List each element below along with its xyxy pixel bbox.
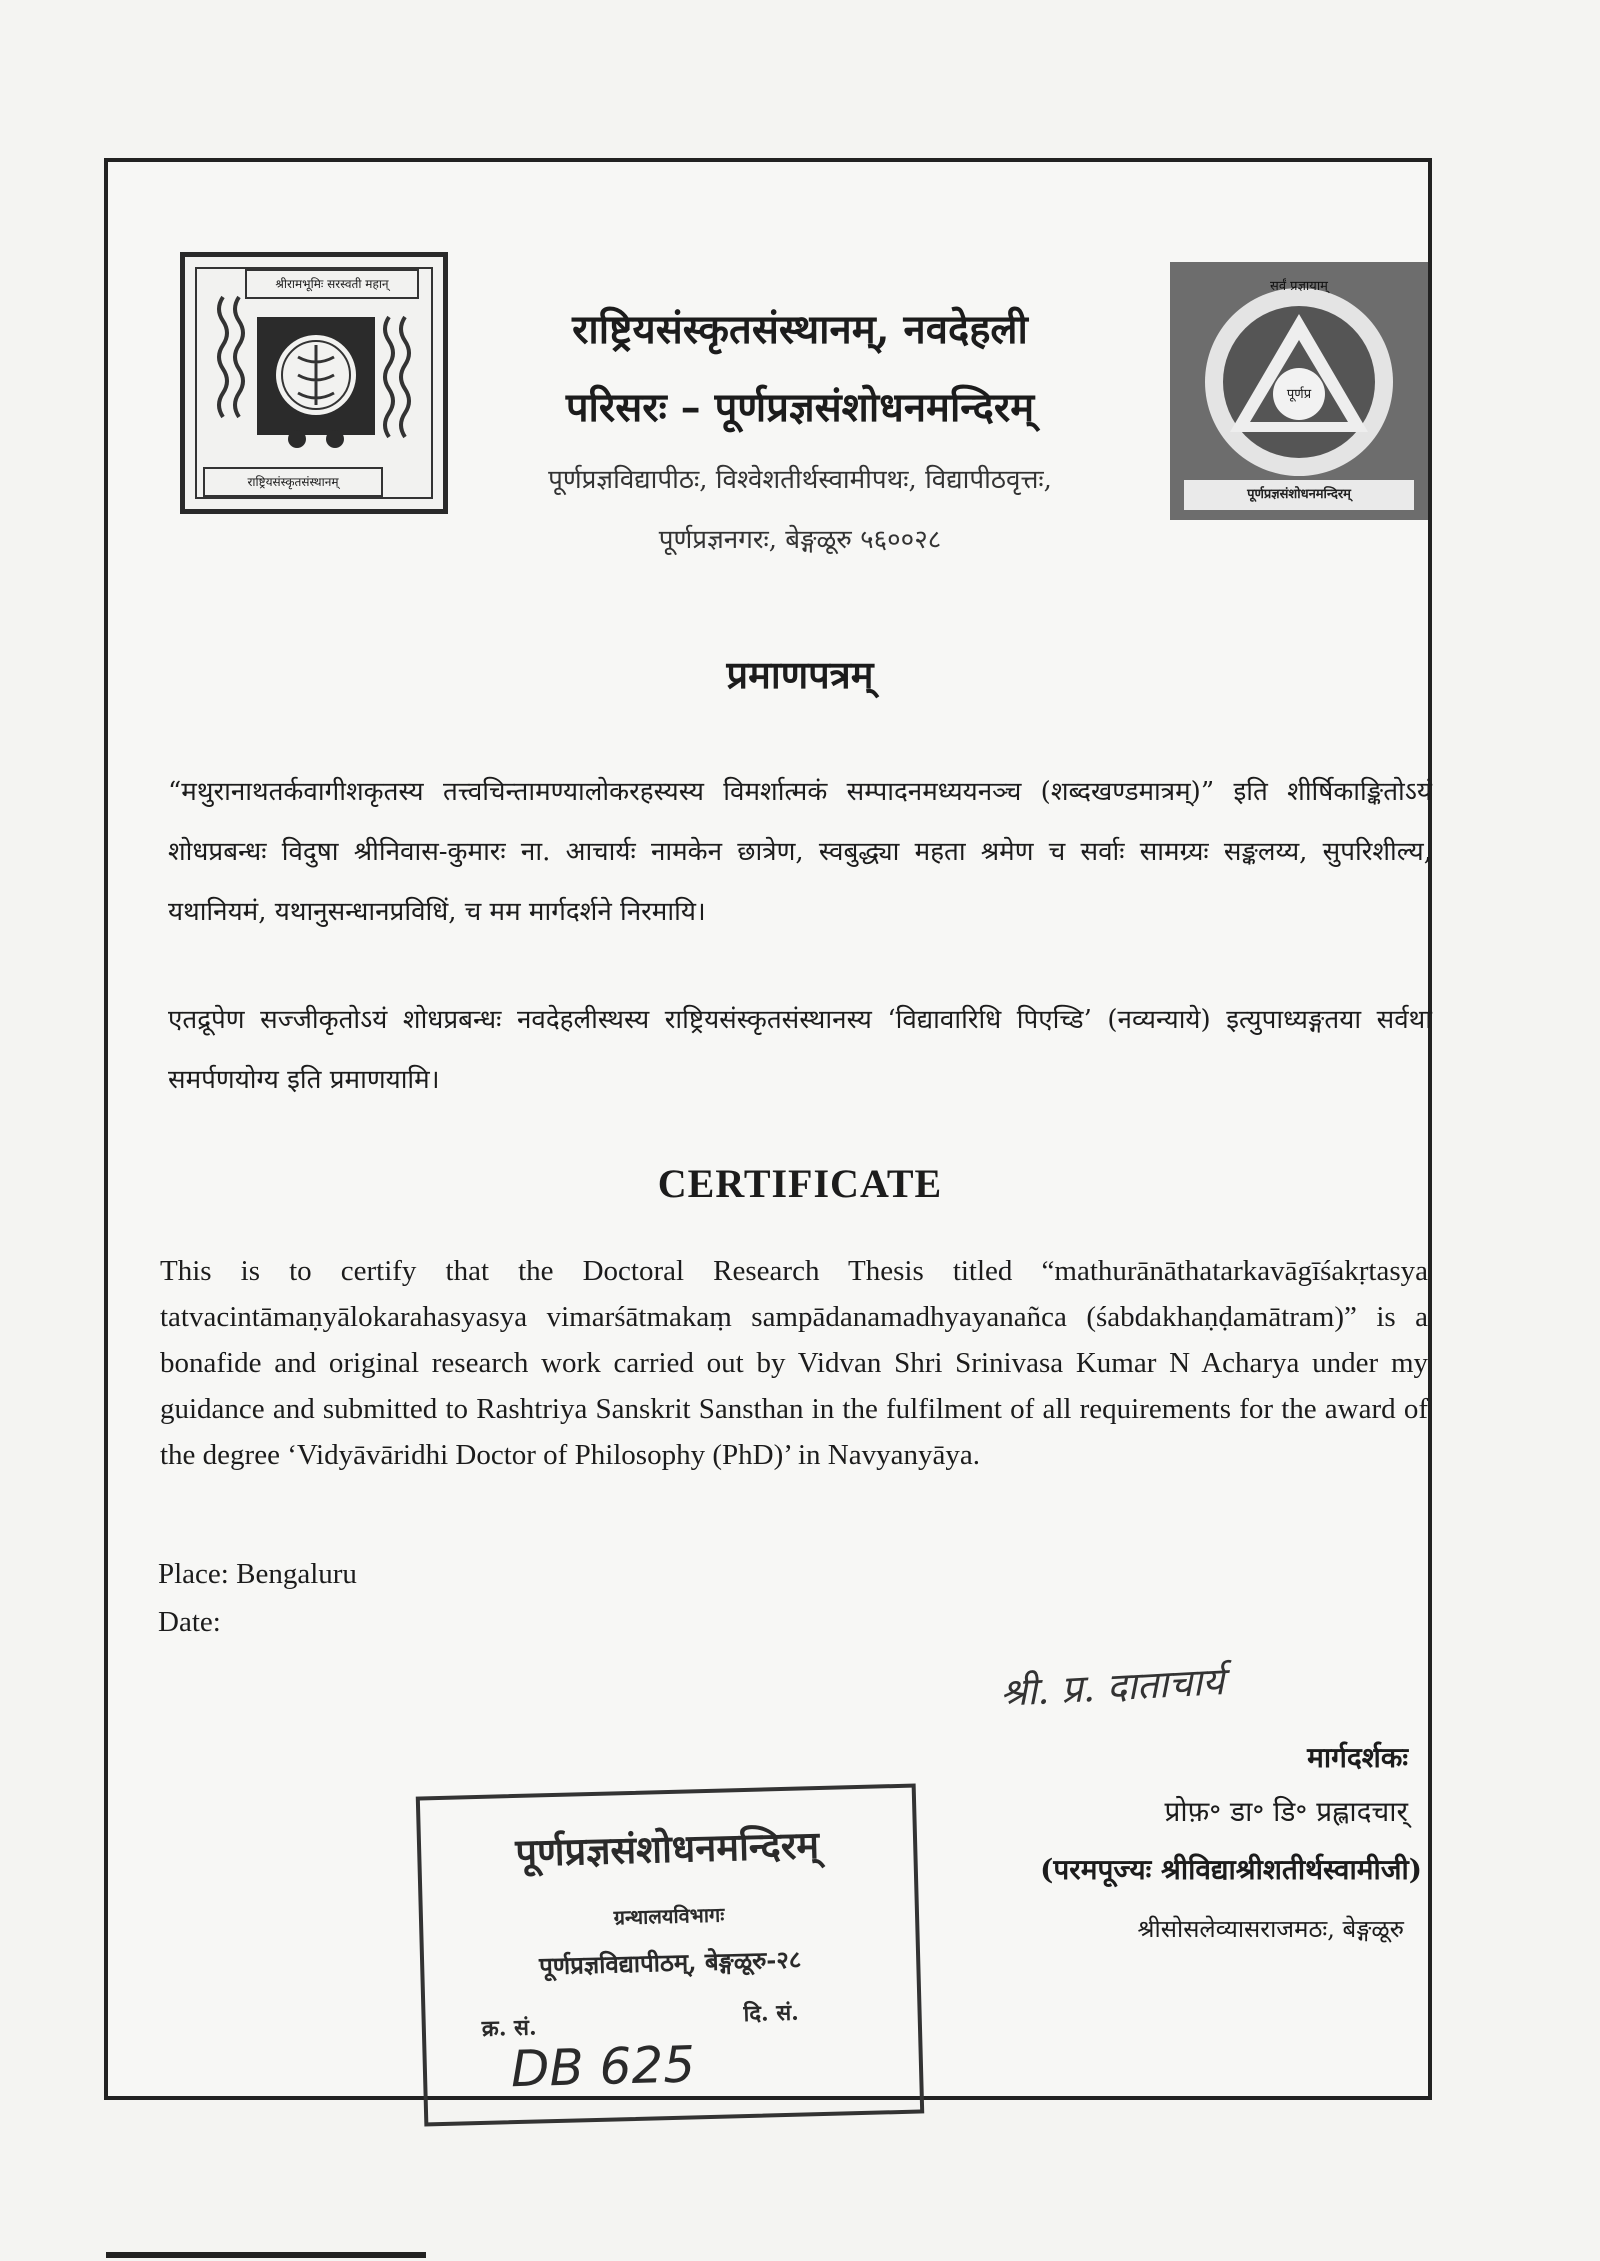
guide-role: मार्गदर्शकः [1307,1741,1408,1774]
logo-arc-text: सर्वं प्रज्ञायाम् [1270,279,1328,294]
stamp-date-label: दि. सं. [743,1999,800,2028]
date-line: Date: [158,1606,221,1638]
campus-name: परिसरः – पूर्णप्रज्ञसंशोधनमन्दिरम् [565,384,1035,431]
bottom-edge-mark [106,2252,426,2258]
logo-name: राष्ट्रियसंस्कृतसंस्थानम् [203,467,383,497]
stamp-handwritten-number: DB 625 [510,2035,696,2099]
handwritten-signature: श्री. प्र. दाताचार्य [999,1659,1226,1715]
address-line-1: पूर्णप्रज्ञविद्यापीठः, विश्वेशतीर्थस्वामीपथः, विद्यापीठवृत्तः, [548,465,1052,495]
sanskrit-paragraph-1: “मथुरानाथतर्कवागीशकृतस्य तत्त्वचिन्तामण्यालोकरहस्यस्य विमर्शात्मकं सम्पादनमध्ययनञ्च (शब्दखण्डमात्रम्)” इति शीर्षिकाङ्कितोऽयं शोधप्रबन्धः विदुषा श्रीनिवास-कुमारः ना. आचार्यः नामकेन छात्रेण, स्वबुद्ध्या महता श्रमेण च सर्वाः सामग्र्यः सङ्कलय्य, सुपरिशील्य, यथानियमं, यथानुसन्धानप्रविधिं, च मम मार्गदर्शने निरमायि। [168,777,1432,927]
stamp-serial-label: क्र. सं. [481,2014,537,2042]
stamp-address: पूर्णप्रज्ञविद्यापीठम्, बेङ्गळूरु-२८ [538,1944,802,1981]
stamp-title: पूर्णप्रज्ञसंशोधनमन्दिरम् [514,1822,820,1876]
guide-name: प्रोफ़॰ डा॰ डि॰ प्रह्लादचार् [1164,1795,1408,1828]
english-certificate-title: CERTIFICATE [657,1161,943,1206]
sanskrit-paragraph-2: एतद्रूपेण सज्जीकृतोऽयं शोधप्रबन्धः नवदेहलीस्थस्य राष्ट्रियसंस्कृतसंस्थानस्य ‘विद्यावारिधि पिएच्डि’ (नव्यन्याये) इत्युपाध्यङ्गतया सर्वथा समर्पणयोग्य इति प्रमाणयामि। [168,1005,1432,1095]
place-line: Place: Bengaluru [158,1558,357,1590]
address-line-2: पूर्णप्रज्ञनगरः, बेङ्गळूरु ५६००२८ [658,525,942,555]
sanskrit-certificate-title: प्रमाणपत्रम् [726,652,874,697]
institute-name: राष्ट्रियसंस्कृतसंस्थानम्, नवदेहली [572,306,1028,353]
stamp-department: ग्रन्थालयविभागः [613,1902,725,1930]
purnaprajna-research-logo [1170,262,1428,520]
library-stamp [416,1784,924,2127]
logo-center-text: पूर्णप्र [1286,387,1312,402]
logo-motto: श्रीरामभूमिः सरस्वती महान् [245,269,419,299]
guide-affiliation: श्रीसोसलेव्यासराजमठः, बेङ्गळूरु [1137,1915,1404,1943]
guide-title: (परमपूज्यः श्रीविद्याश्रीशतीर्थस्वामीजी) [1040,1853,1422,1886]
english-certificate-body: This is to certify that the Doctoral Research Thesis titled “mathurānāthatarkavāgīśakṛtasya tatvacintāmaṇyālokarahasyasya vimarśātmakaṃ sampādanamadhyayanañca (śabdakhaṇḍamātram)” is a bonafide and original research work carried out by Vidvan Shri Srinivasa Kumar N Acharya under my guidance and submitted to Rashtriya Sanskrit Sansthan in the fulfilment of all requirements for the award of the degree ‘Vidyāvāridhi Doctor of Philosophy (PhD)’ in Navyanyāya. [160,1255,1428,1471]
logo-caption: पूर्णप्रज्ञसंशोधनमन्दिरम् [1184,480,1414,510]
